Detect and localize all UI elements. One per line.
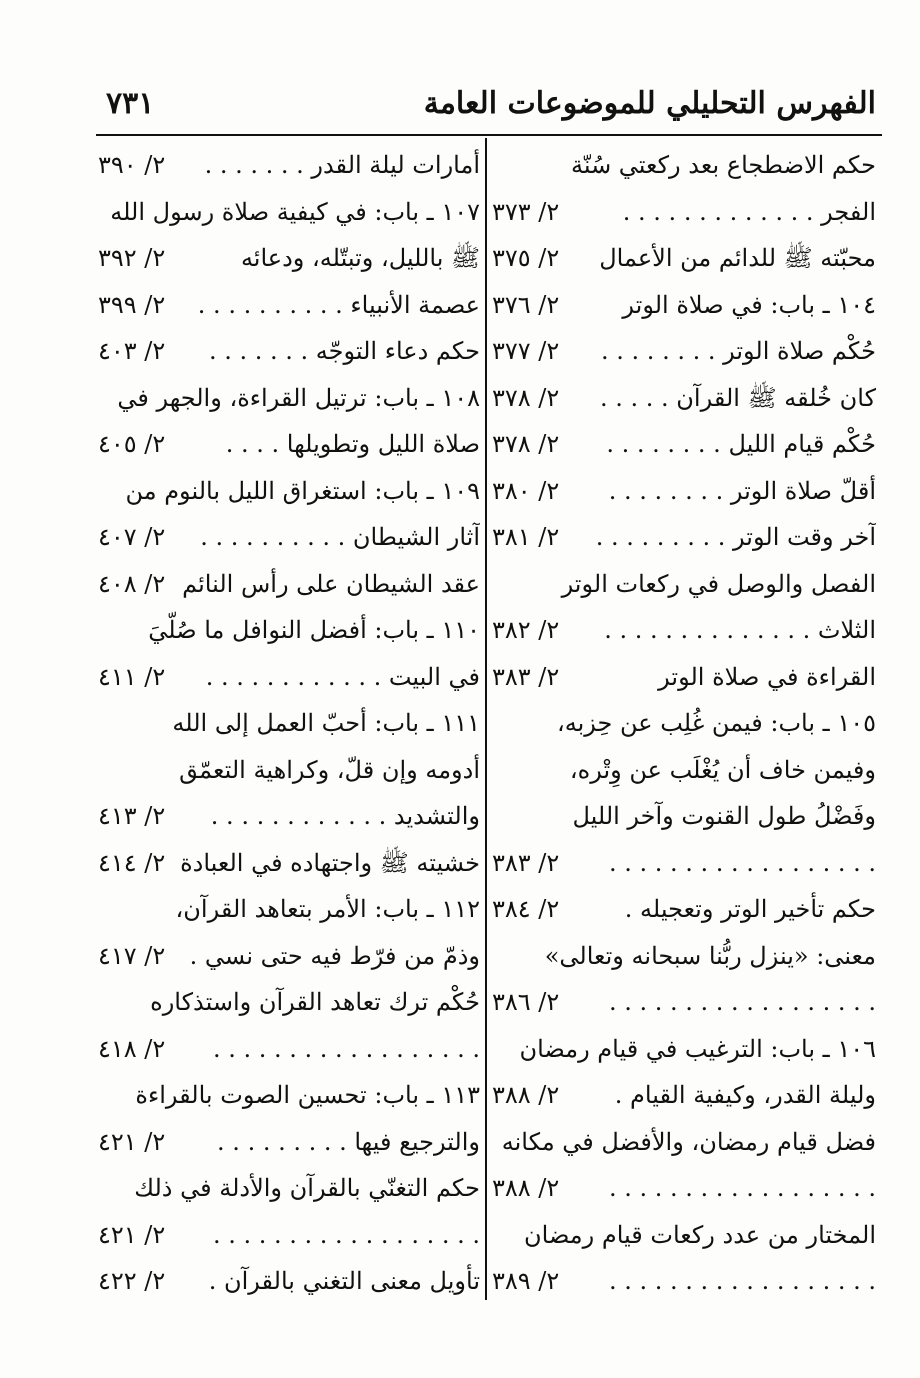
page-reference: ٢/ ٤٠٥ — [98, 430, 166, 458]
entry-text: ١٠٦ ـ باب: الترغيب في قيام رمضان — [519, 1034, 876, 1063]
column-divider — [485, 138, 487, 1300]
page-reference: ٢/ ٣٨١ — [492, 523, 560, 551]
index-entry-line — [492, 700, 876, 747]
entry-text: ١٠٨ ـ باب: ترتيل القراءة، والجهر في — [117, 383, 480, 412]
entry-text: ١١٠ ـ باب: أفضل النوافل ما صُلّيَ — [148, 616, 480, 644]
index-entry-line — [492, 793, 876, 840]
entry-text: حُكْم صلاة الوتر . . . . . . . . — [601, 337, 876, 365]
entry-text: حكم دعاء التوجّه . . . . . . . — [208, 337, 480, 365]
entry-text: الثلاث . . . . . . . . . . . . . . — [604, 616, 876, 644]
entry-text: حكم الاضطجاع بعد ركعتي سُنّة — [570, 151, 876, 179]
index-entry-line — [98, 840, 480, 887]
page-number: ٧٣١ — [106, 86, 155, 121]
page-reference: ٢/ ٤٢١ — [98, 1127, 166, 1156]
index-entry-line — [492, 282, 876, 329]
index-entry-line — [492, 840, 876, 887]
entry-text: خشيته ﷺ واجتهاده في العبادة — [180, 848, 480, 877]
index-entry-line — [98, 514, 480, 561]
entry-text: محبّته ﷺ للدائم من الأعمال — [599, 244, 876, 272]
entry-text: والتشديد . . . . . . . . . . . . — [210, 802, 480, 830]
index-entry-line — [98, 747, 480, 794]
entry-text: أدومه وإن قلّ، وكراهية التعمّق — [179, 755, 480, 784]
index-entry-line — [98, 189, 480, 236]
entry-text: القراءة في صلاة الوتر — [658, 662, 876, 691]
page-reference: ٢/ ٣٨٠ — [492, 476, 560, 505]
entry-text: تأويل معنى التغني بالقرآن . — [208, 1267, 480, 1295]
index-entry-line — [492, 142, 876, 189]
index-entry-line — [492, 747, 876, 794]
entry-text: حُكْم قيام الليل . . . . . . . . — [606, 430, 876, 458]
index-entry-line — [98, 1072, 480, 1119]
entry-text: . . . . . . . . . . . . . . . . . . — [608, 988, 876, 1016]
running-title: الفهرس التحليلي للموضوعات العامة — [423, 86, 876, 121]
page-reference: ٢/ ٣٨٨ — [492, 1081, 560, 1109]
index-entry-line — [492, 235, 876, 282]
entry-text: ١٠٩ ـ باب: استغراق الليل بالنوم من — [125, 476, 480, 505]
entry-text: والترجيع فيها . . . . . . . . . — [217, 1127, 480, 1156]
index-entry-line — [492, 1258, 876, 1305]
index-entry-line — [492, 514, 876, 561]
entry-text: في البيت . . . . . . . . . . . . — [205, 662, 480, 691]
entry-text: أمارات ليلة القدر . . . . . . . — [204, 151, 480, 179]
index-entry-line — [98, 1212, 480, 1259]
page-reference: ٢/ ٣٨٦ — [492, 988, 560, 1016]
page-reference: ٢/ ٣٩٠ — [98, 151, 166, 179]
index-entry-line — [492, 1165, 876, 1212]
page-reference: ٢/ ٣٨٩ — [492, 1267, 560, 1295]
page-reference: ٢/ ٤٠٨ — [98, 569, 166, 598]
page-reference: ٢/ ٣٨٣ — [492, 662, 560, 691]
index-entry-line — [98, 933, 480, 980]
page-reference: ٢/ ٤٠٧ — [98, 523, 166, 551]
page-reference: ٢/ ٤٢٢ — [98, 1267, 166, 1295]
page-reference: ٢/ ٣٧٧ — [492, 337, 560, 365]
page-reference: ٢/ ٣٩٩ — [98, 290, 166, 319]
index-entry-line — [492, 1072, 876, 1119]
index-entry-line — [98, 793, 480, 840]
index-entry-line — [492, 421, 876, 468]
index-entry-line — [98, 1258, 480, 1305]
index-entry-line — [492, 468, 876, 515]
page-reference: ٢/ ٣٧٨ — [492, 430, 560, 458]
page-reference: ٢/ ٤١٣ — [98, 802, 166, 830]
entry-text: الفجر . . . . . . . . . . . . . — [622, 197, 876, 226]
page-reference: ٢/ ٣٨٢ — [492, 616, 560, 644]
entry-text: آثار الشيطان . . . . . . . . . . — [200, 523, 480, 551]
entry-text: . . . . . . . . . . . . . . . . . . — [608, 1267, 876, 1295]
entry-text: . . . . . . . . . . . . . . . . . . — [608, 848, 876, 877]
index-entry-line — [98, 328, 480, 375]
entry-text: ١٠٥ ـ باب: فيمن غُلِب عن حِزبه، — [556, 709, 876, 737]
entry-text: ﷺ بالليل، وتبتّله، ودعائه — [240, 244, 480, 272]
page-reference: ٢/ ٣٨٨ — [492, 1174, 560, 1202]
entry-text: وليلة القدر، وكيفية القيام . — [614, 1081, 876, 1109]
index-entry-line — [98, 282, 480, 329]
header-rule — [96, 134, 882, 136]
index-entry-line — [492, 561, 876, 608]
entry-text: عصمة الأنبياء . . . . . . . . . . — [197, 290, 480, 319]
entry-text: . . . . . . . . . . . . . . . . . . — [212, 1220, 480, 1249]
index-entry-line — [98, 1165, 480, 1212]
entry-text: وذمّ من فرّط فيه حتى نسي . — [189, 941, 480, 970]
page-reference: ٢/ ٣٧٥ — [492, 244, 560, 272]
index-entry-line — [492, 886, 876, 933]
page-reference: ٢/ ٤٠٣ — [98, 337, 166, 365]
index-entry-line — [492, 607, 876, 654]
entry-text: أقلّ صلاة الوتر . . . . . . . . — [608, 476, 876, 505]
entry-text: حُكْم ترك تعاهد القرآن واستذكاره — [150, 988, 480, 1016]
entry-text: معنى: «ينزل ربُّنا سبحانه وتعالى» — [544, 941, 876, 970]
index-entry-line — [492, 933, 876, 980]
entry-text: عقد الشيطان على رأس النائم — [182, 569, 480, 598]
index-entry-line — [98, 700, 480, 747]
index-entry-line — [98, 1119, 480, 1166]
entry-text: ١٠٤ ـ باب: في صلاة الوتر — [622, 290, 876, 319]
index-entry-line — [492, 979, 876, 1026]
entry-text: فضل قيام رمضان، والأفضل في مكانه — [501, 1127, 876, 1156]
index-entry-line — [492, 1026, 876, 1073]
page-reference: ٢/ ٤١٨ — [98, 1034, 166, 1063]
page-reference: ٢/ ٣٧٣ — [492, 197, 560, 226]
index-column-right — [492, 142, 876, 1305]
index-entry-line — [98, 886, 480, 933]
index-entry-line — [98, 1026, 480, 1073]
index-entry-line — [98, 235, 480, 282]
index-entry-line — [98, 468, 480, 515]
page-reference: ٢/ ٣٨٣ — [492, 848, 560, 877]
entry-text: المختار من عدد ركعات قيام رمضان — [524, 1220, 876, 1249]
index-entry-line — [98, 607, 480, 654]
index-entry-line — [492, 328, 876, 375]
index-entry-line — [98, 142, 480, 189]
entry-text: وفَضْلُ طول القنوت وآخر الليل — [572, 802, 876, 830]
index-entry-line — [98, 654, 480, 701]
page-reference: ٢/ ٤١١ — [98, 662, 166, 691]
index-entry-line — [492, 654, 876, 701]
page-reference: ٢/ ٣٧٨ — [492, 383, 560, 412]
entry-text: كان خُلقه ﷺ القرآن . . . . . — [600, 383, 876, 412]
entry-text: ١٠٧ ـ باب: في كيفية صلاة رسول الله — [110, 197, 480, 226]
page-reference: ٢/ ٤٢١ — [98, 1220, 166, 1249]
page-reference: ٢/ ٤١٧ — [98, 941, 166, 970]
index-entry-line — [492, 1212, 876, 1259]
page-reference: ٢/ ٤١٤ — [98, 848, 166, 877]
index-entry-line — [98, 979, 480, 1026]
page-reference: ٢/ ٣٧٦ — [492, 290, 560, 319]
index-column-left — [98, 142, 480, 1305]
entry-text: الفصل والوصل في ركعات الوتر — [561, 569, 876, 598]
page-header — [96, 82, 876, 132]
entry-text: . . . . . . . . . . . . . . . . . . — [608, 1174, 876, 1202]
index-entry-line — [492, 375, 876, 422]
page-reference: ٢/ ٣٩٢ — [98, 244, 166, 272]
index-entry-line — [492, 1119, 876, 1166]
entry-text: وفيمن خاف أن يُغْلَب عن وِتْره، — [569, 755, 876, 784]
entry-text: صلاة الليل وتطويلها . . . . — [225, 430, 480, 458]
index-entry-line — [492, 189, 876, 236]
entry-text: ١١١ ـ باب: أحبّ العمل إلى الله — [172, 709, 480, 737]
entry-text: حكم التغنّي بالقرآن والأدلة في ذلك — [134, 1174, 480, 1202]
entry-text: . . . . . . . . . . . . . . . . . . — [212, 1034, 480, 1063]
index-entry-line — [98, 375, 480, 422]
index-entry-line — [98, 561, 480, 608]
entry-text: حكم تأخير الوتر وتعجيله . — [624, 895, 876, 923]
index-entry-line — [98, 421, 480, 468]
page-reference: ٢/ ٣٨٤ — [492, 895, 560, 923]
entry-text: آخر وقت الوتر . . . . . . . . . — [595, 523, 876, 551]
entry-text: ١١٢ ـ باب: الأمر بتعاهد القرآن، — [175, 895, 480, 923]
entry-text: ١١٣ ـ باب: تحسين الصوت بالقراءة — [135, 1081, 480, 1109]
